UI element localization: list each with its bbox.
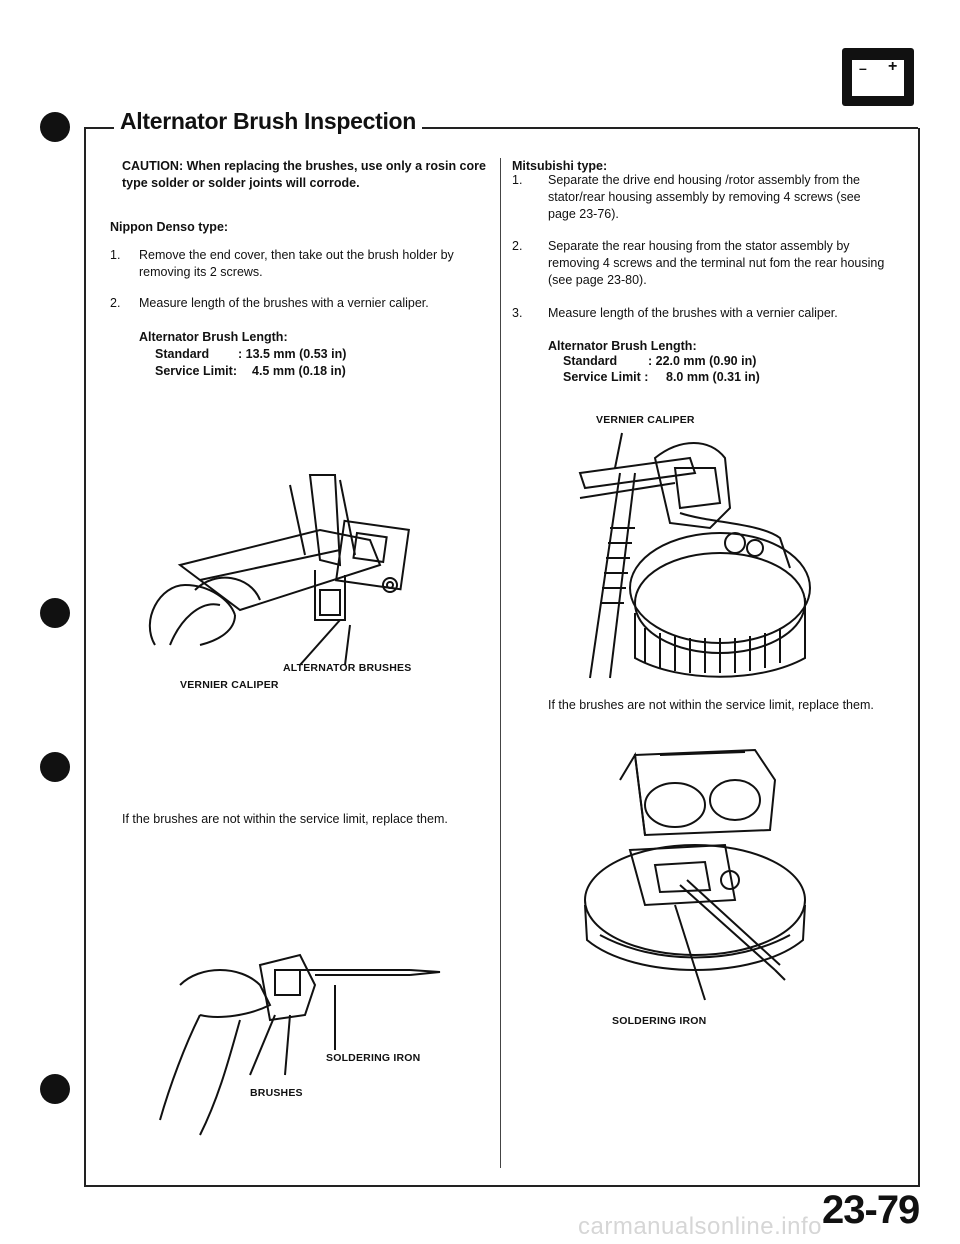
page-title: Alternator Brush Inspection <box>114 108 422 135</box>
label-alternator-brushes: ALTERNATOR BRUSHES <box>283 662 412 674</box>
right-step-2-text: Separate the rear housing from the stator assembly by removing 4 screws and the terminal nut fom the rear housing (see page 23-80). <box>548 239 885 287</box>
nippon-brush-measure-illustration <box>140 470 460 680</box>
mitsubishi-brush-measure-illustration <box>560 428 820 688</box>
watermark: carmanualsonline.info <box>578 1213 822 1240</box>
title-rule-left <box>84 127 114 129</box>
right-spec-heading: Alternator Brush Length: <box>548 339 697 353</box>
caution-note: CAUTION: When replacing the brushes, use only a rosin core type solder or solder joints will corrode. <box>122 159 486 190</box>
label-vernier-caliper-left: VERNIER CALIPER <box>180 679 279 691</box>
right-step-1-num: 1. <box>512 173 523 187</box>
battery-minus-sign: – <box>859 60 867 76</box>
battery-icon <box>842 48 914 106</box>
binder-hole-4 <box>40 1074 70 1104</box>
label-soldering-iron-right: SOLDERING IRON <box>612 1015 707 1027</box>
left-spec-standard-label: Standard <box>155 347 210 361</box>
right-step-2-num: 2. <box>512 239 523 253</box>
right-spec-limit-value: 8.0 mm (0.31 in) <box>666 370 760 384</box>
binder-hole-1 <box>40 112 70 142</box>
right-spec-limit-label: Service Limit : <box>563 370 649 384</box>
label-brushes-left: BRUSHES <box>250 1087 303 1099</box>
left-spec-heading: Alternator Brush Length: <box>139 330 288 344</box>
left-step-2-num: 2. <box>110 296 121 310</box>
left-step-1-text: Remove the end cover, then take out the brush holder by removing its 2 screws. <box>139 248 454 279</box>
right-spec-standard-value: : 22.0 mm (0.90 in) <box>648 354 757 368</box>
left-spec-standard-value: : 13.5 mm (0.53 in) <box>238 347 347 361</box>
left-step-1-num: 1. <box>110 248 121 262</box>
nippon-soldering-illustration <box>140 945 470 1145</box>
mitsubishi-soldering-illustration <box>575 740 815 1010</box>
right-step-3-text: Measure length of the brushes with a vernier caliper. <box>548 306 838 320</box>
right-replace-note: If the brushes are not within the service limit, replace them. <box>548 698 874 712</box>
right-step-3-num: 3. <box>512 306 523 320</box>
left-spec-limit-value: 4.5 mm (0.18 in) <box>252 364 346 378</box>
column-divider <box>500 158 501 1168</box>
page-number: 23-79 <box>822 1188 920 1232</box>
nippon-type-heading: Nippon Denso type: <box>110 220 229 234</box>
binder-hole-3 <box>40 752 70 782</box>
left-step-2-text: Measure length of the brushes with a vernier caliper. <box>139 296 429 310</box>
mitsubishi-type-heading: Mitsubishi type: <box>512 159 608 173</box>
right-step-1-text: Separate the drive end housing /rotor assembly from the stator/rear housing assembly by removing 4 screws (see page 23-76). <box>548 173 861 221</box>
left-spec-limit-label: Service Limit: <box>155 364 237 378</box>
title-rule-right <box>386 127 918 129</box>
battery-plus-sign: + <box>888 58 898 75</box>
right-spec-standard-label: Standard <box>563 354 618 368</box>
binder-hole-2 <box>40 598 70 628</box>
label-soldering-iron-left: SOLDERING IRON <box>326 1052 421 1064</box>
label-vernier-caliper-right: VERNIER CALIPER <box>596 414 695 426</box>
left-replace-note: If the brushes are not within the service limit, replace them. <box>122 812 448 826</box>
